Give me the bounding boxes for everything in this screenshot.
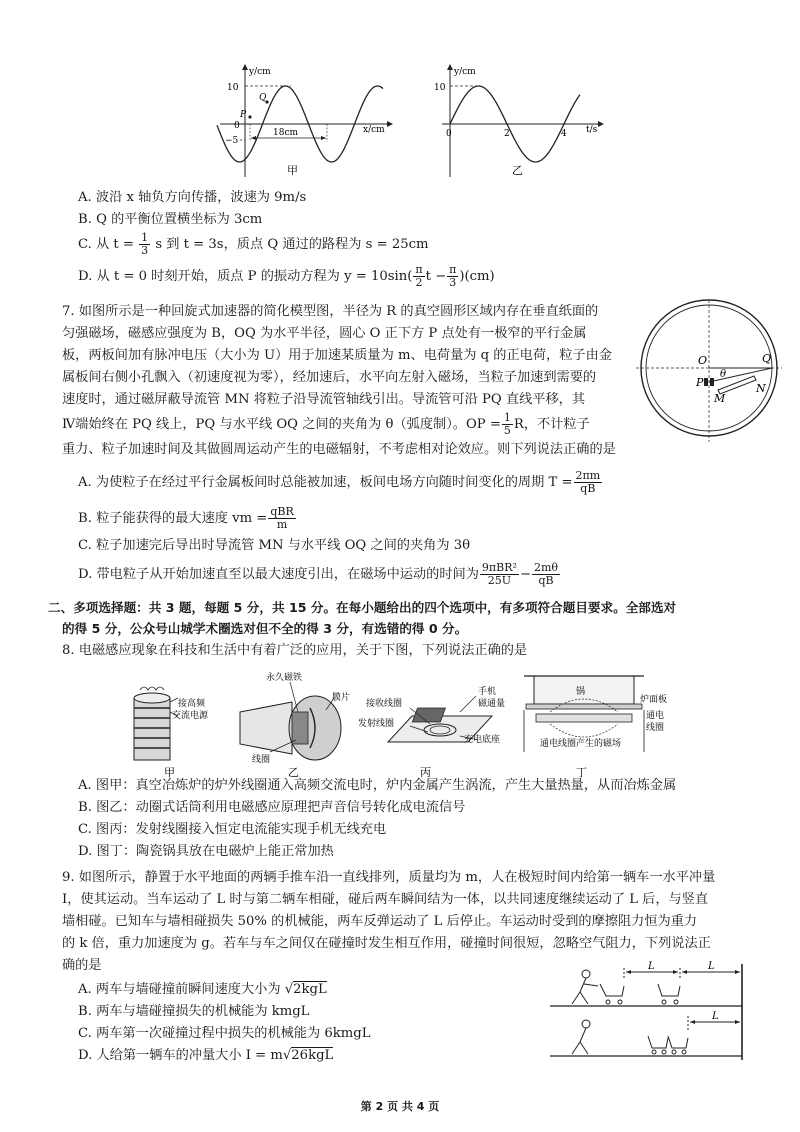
q6-d-mid: t − (425, 269, 447, 284)
q8-option-a: A. 图甲：真空冶炼炉的炉外线圈通入高频交流电时，炉内金属产生涡流，产生大量热量，从而冶炼金属 (78, 778, 677, 793)
q9-option-c: C. 两车第一次碰撞过程中损失的机械能为 6kmgL (78, 1026, 371, 1041)
q6-d-post: )(cm) (459, 269, 495, 284)
q7-a-pre: A. 为使粒子在经过平行金属板间时总能被加速，板间电场方向随时间变化的周期 T = (78, 475, 573, 490)
q7-d-mid: − (519, 567, 531, 582)
q7-line-6 (62, 412, 590, 437)
label-N: N (756, 382, 766, 395)
q7-d-pre: D. 带电粒子从开始加速直至以最大速度引出，在磁场中运动的时间为 (78, 567, 479, 582)
label-coil-2: 线圈 (646, 723, 665, 733)
q7-line-1: 7. 如图所示是一种回旋式加速器的简化模型图，半径为 R 的真空圆形区域内存在垂直纸面的 (62, 304, 599, 319)
section2-line-2: 的得 5 分，公众号山城学术圈选对但不全的得 3 分，有选错的得 0 分。 (62, 621, 468, 636)
caption-yi: 乙 (288, 766, 299, 778)
label-coil: 线圈 (252, 755, 271, 765)
label-P: P (240, 110, 247, 120)
label-theta: θ (720, 369, 727, 380)
q6-d-pre: D. 从 t = 0 时刻开始，质点 P 的振动方程为 y = 10sin( (78, 269, 413, 284)
tick-0: 0 (446, 129, 452, 139)
q9-option-b: B. 两车与墙碰撞损失的机械能为 kmgL (78, 1004, 310, 1019)
wave-graph-yi (430, 62, 610, 182)
label-stove: 炉面板 (640, 695, 668, 705)
label-L-1: L (648, 961, 655, 972)
label-send-coil: 发射线圈 (358, 719, 395, 729)
q9-line-2: I，使其运动。当车运动了 L 时与第二辆车相碰，碰后两车瞬间结为一体，以共同速度继续运动了 L 后，与竖直 (62, 892, 709, 907)
q6-option-b: B. Q 的平衡位置横坐标为 3cm (78, 212, 263, 227)
label-P: P (696, 376, 704, 389)
fig-jia (134, 687, 209, 778)
q8-figures (120, 668, 680, 778)
q9-cart-figure (548, 960, 756, 1064)
q9-line-3: 墙相碰。已知车与墙相碰损失 50% 的机械能，两车反弹运动了 L 后停止。车运动时受到的摩擦阻力恒为重力 (62, 914, 698, 929)
q9-line-4: 的 k 倍，重力加速度为 g。若车与车之间仅在碰撞时发生相互作用，碰撞时间很短，忽略空气阻力，下列说法正 (62, 936, 711, 951)
page-footer: 第 2 页 共 4 页 (360, 1100, 440, 1113)
q9-line-1: 9. 如图所示，静置于水平地面的两辆手推车沿一直线排列，质量均为 m，人在极短时间内给第一辆车一水平冲量 (62, 870, 716, 885)
q6-c-post: s 到 t = 3s，质点 Q 通过的路程为 s = 25cm (155, 237, 429, 252)
fraction: $\frac{\text{9πBR²}}{25U}$ (481, 561, 517, 587)
tick-0: 0 (234, 121, 240, 131)
label-coil-1: 通电 (646, 711, 665, 721)
label-L-3: L (712, 1011, 719, 1022)
tick-10: 10 (434, 83, 446, 93)
tick-10: 10 (227, 83, 239, 93)
fig-yi (240, 671, 350, 778)
q7-line-6-post: R，不计粒子 (513, 417, 590, 432)
label-recv-coil: 接收线圈 (366, 699, 403, 709)
label-Q: Q (259, 93, 267, 103)
q9-a-pre: A. 两车与墙碰撞前瞬间速度大小为 (78, 982, 281, 997)
wave-graph-jia (215, 62, 395, 182)
q7-line-3: 板，两板间加有脉冲电压（大小为 U）用于加速某质量为 m、电荷量为 q 的正电荷，粒子由金 (62, 348, 612, 363)
label-field: 通电线圈产生的磁场 (540, 739, 622, 749)
caption-jia: 甲 (287, 164, 298, 177)
label-jie-gaopin: 接高频 (178, 699, 206, 709)
fraction: $\frac{1}{3}$ (141, 231, 149, 257)
q9-line-5: 确的是 (62, 958, 102, 973)
q9-option-a (78, 980, 327, 1000)
label-Q: Q (762, 352, 772, 365)
label-M: M (714, 392, 726, 405)
q7-option-a (78, 470, 603, 495)
x-axis-label: x/cm (363, 125, 385, 135)
tick-neg5: −5 (225, 136, 239, 146)
q8-option-b: B. 图乙：动圈式话筒利用电磁感应原理把声音信号转化成电流信号 (78, 800, 466, 815)
section2-line-1: 二、多项选择题：共 3 题，每题 5 分，共 15 分。在每小题给出的四个选项中，有多项符合题目要求。全部选对 (48, 600, 677, 615)
label-membrane: 膜片 (332, 693, 351, 703)
tick-2: 2 (504, 129, 510, 139)
q9-d-pre: D. 人给第一辆车的冲量大小 I = m (78, 1048, 283, 1063)
q6-option-a: A. 波沿 x 轴负方向传播，波速为 9m/s (78, 190, 307, 205)
fig-bing (358, 685, 505, 778)
caption-jia: 甲 (164, 766, 175, 778)
y-axis-label: y/cm (249, 67, 271, 77)
q6-option-c (78, 232, 429, 257)
label-O: O (698, 354, 708, 367)
q6-option-d (78, 264, 495, 289)
q6-c-pre: C. 从 t = (78, 237, 134, 252)
y-axis-label: y/cm (454, 67, 476, 77)
fig-ding (524, 676, 667, 778)
t-axis-label: t/s (586, 125, 598, 135)
fraction: $\frac{\text{qBR}}{m}$ (270, 505, 294, 531)
q7-option-d (78, 562, 561, 587)
sqrt: √26kgL (282, 1048, 334, 1063)
fraction: $\frac{\pi}{2}$ (415, 263, 423, 289)
caption-ding: 丁 (576, 766, 587, 778)
q7-option-b (78, 506, 297, 531)
q8-option-c: C. 图丙：发射线圈接入恒定电流能实现手机无线充电 (78, 822, 387, 837)
q8-option-d: D. 图丁：陶瓷锅具放在电磁炉上能正常加热 (78, 844, 334, 859)
label-flux: 磁通量 (478, 699, 506, 709)
q7-line-2: 匀强磁场，磁感应强度为 B，OQ 为水平半径，圆心 O 正下方 P 点处有一极窄的平行金属 (62, 326, 587, 341)
caption-yi: 乙 (512, 164, 523, 177)
caption-bing: 丙 (420, 766, 431, 778)
label-magnet: 永久磁铁 (266, 673, 303, 683)
fraction: $\frac{2m\theta}{qB}$ (534, 561, 559, 587)
sqrt: √2kgL (284, 982, 327, 997)
fraction: $\frac{2\pi m}{qB}$ (575, 469, 601, 495)
tick-4: 4 (561, 129, 567, 139)
label-pot: 锅 (576, 687, 586, 697)
label-jiaoliu: 交流电源 (172, 711, 209, 721)
q7-b-pre: B. 粒子能获得的最大速度 vm = (78, 511, 268, 526)
label-L-2: L (708, 961, 715, 972)
label-base: 充电底座 (464, 735, 501, 745)
q7-line-5: 速度时，通过磁屏蔽导流管 MN 将粒子沿导流管轴线引出。导流管可沿 PQ 直线平移，其 (62, 392, 586, 407)
label-phone: 手机 (478, 687, 497, 697)
q7-line-7: 重力、粒子加速时间及其做圆周运动产生的电磁辐射，不考虑相对论效应。则下列说法正确的是 (62, 442, 616, 457)
q7-option-c: C. 粒子加速完后导出时导流管 MN 与水平线 OQ 之间的夹角为 3θ (78, 538, 471, 553)
q7-line-6-pre: Ⅳ端始终在 PQ 线上，PQ 与水平线 OQ 之间的夹角为 θ（弧度制）。OP = (62, 417, 501, 432)
q9-option-d (78, 1046, 333, 1066)
fraction: $\frac{1}{5}$ (503, 411, 511, 437)
fraction: $\frac{\pi}{3}$ (449, 263, 457, 289)
cyclotron-figure (634, 296, 784, 446)
q7-line-4: 属板间右侧小孔飘入（初速度视为零），经加速后，水平向左射入磁场，当粒子加速到需要的 (62, 370, 597, 385)
q8-stem: 8. 电磁感应现象在科技和生活中有着广泛的应用，关于下图，下列说法正确的是 (62, 643, 528, 658)
dim-18cm: 18cm (273, 128, 299, 138)
